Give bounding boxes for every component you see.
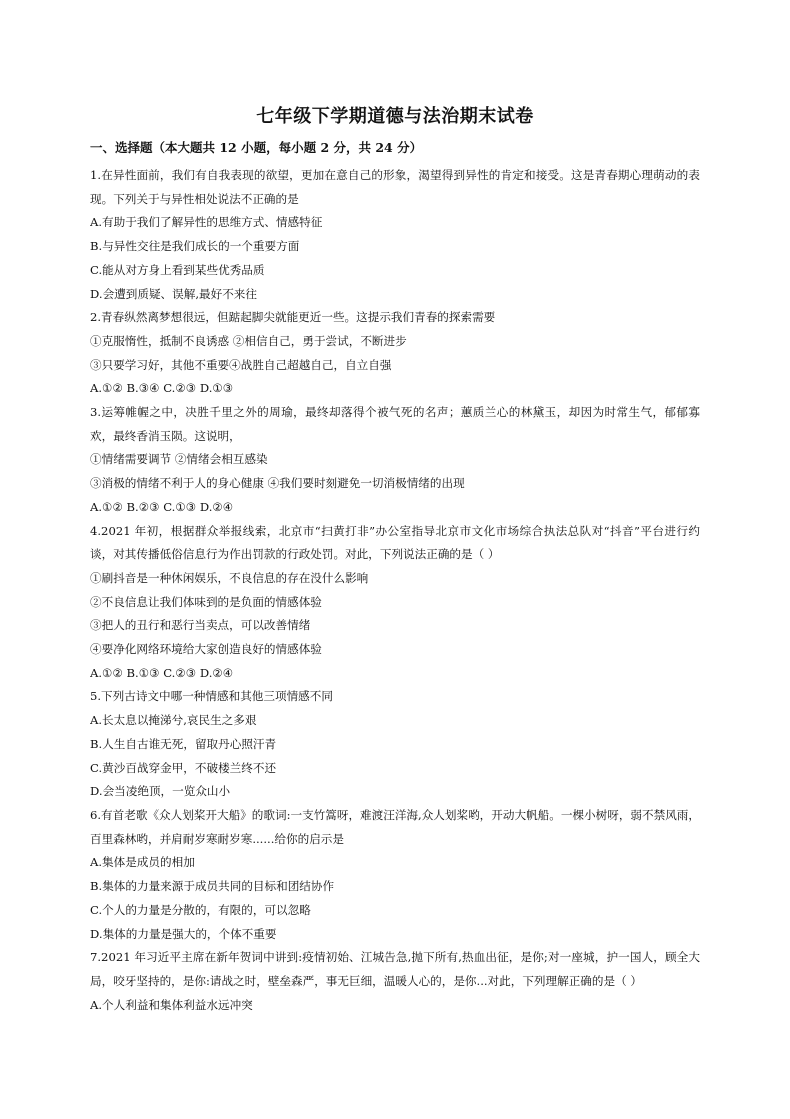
statement-line: ②不良信息让我们体味到的是负面的情感体验 <box>90 594 322 609</box>
question-6 <box>90 804 700 946</box>
question-stem: 7.2021 年习近平主席在新年贺词中讲到:疫情初始、江城告急,抛下所有,热血出征，是你;对一座城，护一国人，顾全大局，咬牙坚持的，是你:请战之时，壁垒森严，事无巨细，温暖人心的，是你...对此，下列理解正确的是（ ） <box>90 950 700 988</box>
question-stem: 2.青春纵然离梦想很远，但踮起脚尖就能更近一些。这提示我们青春的探索需要 <box>90 310 496 325</box>
statement-line: ①情绪需要调节 ②情绪会相互感染 <box>90 452 268 467</box>
answer-options: A.①② B.①③ C.②③ D.②④ <box>90 665 234 680</box>
option-a: A.集体是成员的相加 <box>90 855 195 870</box>
question-1 <box>90 164 700 306</box>
option-b: B.与异性交往是我们成长的一个重要方面 <box>90 239 300 254</box>
question-stem: 4.2021 年初，根据群众举报线索，北京市“扫黄打非”办公室指导北京市文化市场综合执法总队对“抖音”平台进行约谈，对其传播低俗信息行为作出罚款的行政处罚。对此，下列说法正确的是（ ） <box>90 523 700 562</box>
option-d: D.集体的力量是强大的，个体不重要 <box>90 926 277 941</box>
option-b: B.人生自古谁无死，留取丹心照汗青 <box>90 736 277 751</box>
question-stem: 1.在异性面前，我们有自我表现的欲望，更加在意自己的形象，渴望得到异性的肯定和接受。这是青春期心理萌动的表现。下列关于与异性相处说法不正确的是 <box>90 168 700 206</box>
option-a: A.长太息以掩涕兮,哀民生之多艰 <box>90 713 257 728</box>
question-stem: 6.有首老歌《众人划桨开大船》的歌词:一支竹篙呀，难渡汪洋海,众人划桨哟，开动大帆船。一棵小树呀，弱不禁风雨，百里森林哟，并肩耐岁寒耐岁寒......给你的启示是 <box>90 807 700 846</box>
statement-line: ①克服惰性，抵制不良诱惑 ②相信自己，勇于尝试，不断进步 <box>90 333 407 348</box>
option-a: A.个人利益和集体利益水远冲突 <box>90 997 253 1012</box>
statement-line: ④要净化网络环境给大家创造良好的情感体验 <box>90 642 322 657</box>
page-title: 七年级下学期道德与法治期末试卷 <box>256 106 534 127</box>
option-c: C.能从对方身上看到某些优秀品质 <box>90 262 265 277</box>
question-3 <box>90 401 700 520</box>
question-stem: 3.运筹帷幄之中，决胜千里之外的周瑜，最终却落得个被气死的名声；蕙质兰心的林黛玉，却因为时常生气，郁郁寡欢，最终香消玉陨。这说明， <box>90 405 700 443</box>
option-d: D.会遭到质疑、误解,最好不来往 <box>90 286 257 301</box>
section-heading: 一、选择题（本大题共 12 小题，每小题 2 分，共 24 分） <box>90 140 423 155</box>
statement-line: ③消极的情绪不利于人的身心健康 ④我们要时刻避免一切消极情绪的出现 <box>90 476 465 491</box>
answer-options: A.①② B.③④ C.②③ D.①③ <box>90 381 234 396</box>
question-2 <box>90 306 700 401</box>
question-7 <box>90 946 700 1017</box>
option-c: C.个人的力量是分散的，有限的，可以忽略 <box>90 902 311 917</box>
option-a: A.有助于我们了解异性的思维方式、情感特征 <box>90 215 323 230</box>
question-5 <box>90 685 700 804</box>
option-b: B.集体的力量来源于成员共同的目标和团结协作 <box>90 879 335 894</box>
exam-page <box>90 102 700 1017</box>
statement-line: ①刷抖音是一种休闲娱乐，不良信息的存在没什么影响 <box>90 570 369 585</box>
option-c: C.黄沙百战穿金甲，不破楼兰终不还 <box>90 760 277 775</box>
question-stem: 5.下列古诗文中哪一种情感和其他三项情感不同 <box>90 689 333 704</box>
option-d: D.会当凌绝顶，一览众山小 <box>90 784 231 799</box>
question-4 <box>90 520 700 686</box>
answer-options: A.①② B.②③ C.①③ D.②④ <box>90 499 234 514</box>
statement-line: ③把人的丑行和恶行当卖点，可以改善情绪 <box>90 618 311 633</box>
statement-line: ③只要学习好，其他不重要④战胜自己超越自己，自立自强 <box>90 357 392 372</box>
